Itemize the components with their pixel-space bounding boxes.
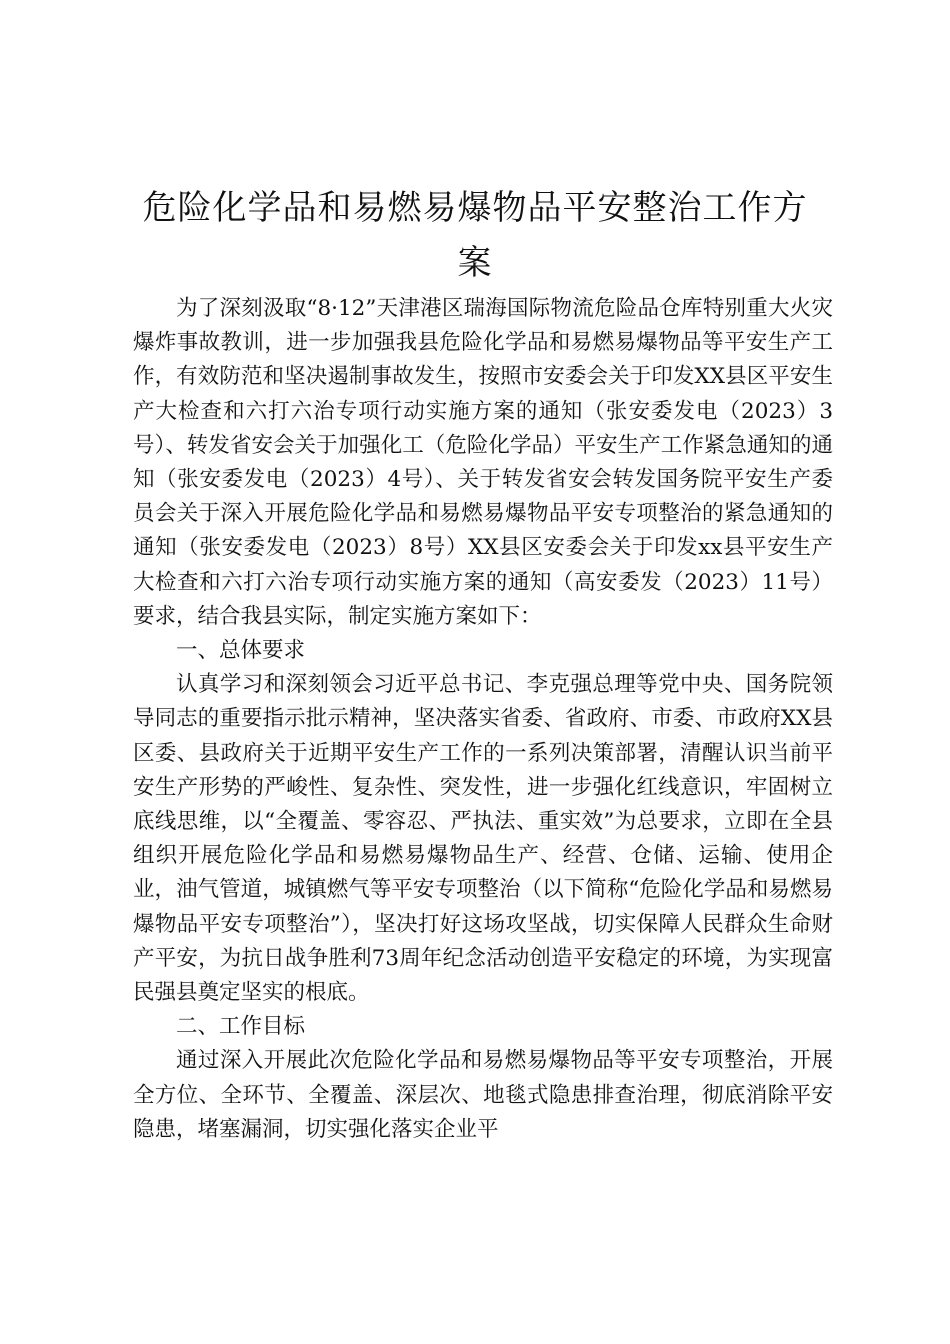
section-heading-overall-requirements: 一、总体要求 bbox=[176, 638, 306, 664]
document-title-line-2: 案 bbox=[457, 243, 493, 283]
document-body bbox=[133, 292, 833, 1147]
overall-requirements-paragraph: 认真学习和深刻领会习近平总书记、李克强总理等党中央、国务院领导同志的重要指示批示精神，坚决落实省委、省政府、市委、市政府XX县区委、县政府关于近期平安生产工作的一系列决策部署，清醒认识当前平安生产形势的严峻性、复杂性、突发性，进一步强化红线意识，牢固树立底线思维，以“全覆盖、零容忍、严执法、重实效”为总要求，立即在全县组织开展危险化学品和易燃易爆物品生产、经营、仓储、运输、使用企业，油气管道，城镇燃气等平安专项整治（以下简称“危险化学品和易燃易爆物品平安专项整治”），坚决打好这场攻坚战，切实保障人民群众生命财产平安，为抗日战争胜利73周年纪念活动创造平安稳定的环境，为实现富民强县奠定坚实的根底。 bbox=[133, 672, 833, 1006]
section-heading-work-goals: 二、工作目标 bbox=[176, 1014, 306, 1040]
intro-paragraph: 为了深刻汲取“8·12”天津港区瑞海国际物流危险品仓库特别重大火灾爆炸事故教训，进一步加强我县危险化学品和易燃易爆物品等平安生产工作，有效防范和坚决遏制事故发生，按照市安委会关于印发XX县区平安生产大检查和六打六治专项行动实施方案的通知（张安委发电（2023）3号）、转发省安会关于加强化工（危险化学品）平安生产工作紧急通知的通知（张安委发电（2023）4号）、关于转发省安会转发国务院平安生产委员会关于深入开展危险化学品和易燃易爆物品平安专项整治的紧急通知的通知（张安委发电（2023）8号）XX县区安委会关于印发xx县平安生产大检查和六打六治专项行动实施方案的通知（高安委发（2023）11号）要求，结合我县实际，制定实施方案如下： bbox=[133, 296, 833, 629]
work-goals-paragraph: 通过深入开展此次危险化学品和易燃易爆物品等平安专项整治，开展全方位、全环节、全覆盖、深层次、地毯式隐患排查治理，彻底消除平安隐患，堵塞漏洞，切实强化落实企业平 bbox=[133, 1048, 833, 1142]
document-title-line-1: 危险化学品和易燃易爆物品平安整治工作方 bbox=[142, 188, 808, 228]
